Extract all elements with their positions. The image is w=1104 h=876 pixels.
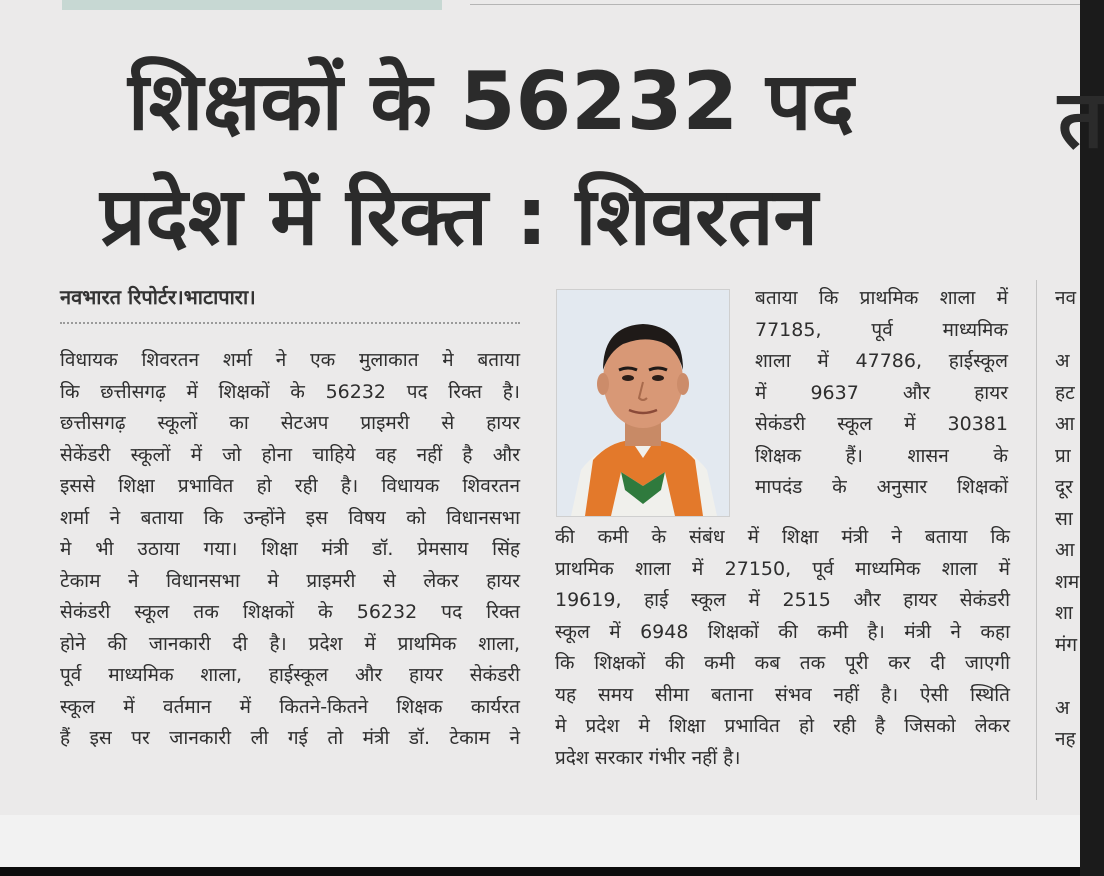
- dotted-divider: [60, 322, 520, 324]
- adjacent-article-fragment: [1055, 283, 1085, 756]
- text-line: मे प्रदेश मे शिक्षा प्रभावित हो रही है जिसको लेकर: [555, 715, 1010, 737]
- text-line: शा: [1055, 602, 1073, 624]
- text-line: 77185, पूर्व माध्यमिक: [755, 318, 1008, 341]
- text-line: में 9637 और हायर: [755, 381, 1008, 404]
- text-line: कि शिक्षकों की कमी कब तक पूरी कर दी जाएगी: [555, 652, 1010, 674]
- text-line: [1055, 315, 1085, 347]
- text-line: आ: [1055, 539, 1075, 561]
- text-line: मापदंड के अनुसार शिक्षकों: [755, 476, 1008, 498]
- text-line: दूर: [1055, 476, 1073, 498]
- article-column-1: [60, 345, 520, 755]
- article-column-2-top: [755, 283, 1008, 504]
- text-line: यह समय सीमा बताना संभव नहीं है। ऐसी स्थिति: [555, 683, 1010, 706]
- text-line: स्कूल में वर्तमान में कितने-कितने शिक्षक कार्यरत: [60, 695, 520, 718]
- text-line: 19619, हाई स्कूल में 2515 और हायर सेकंडरी: [555, 589, 1010, 611]
- headline-line-2: प्रदेश में रिक्त : शिवरतन: [100, 170, 818, 263]
- column-divider: [1036, 280, 1037, 800]
- text-line: हट: [1055, 381, 1075, 404]
- text-line: होने की जानकारी दी है। प्रदेश में प्राथमिक शाला,: [60, 632, 520, 655]
- article-column-2-bottom: [555, 522, 1010, 774]
- text-line: छत्तीसगढ़ स्कूलों का सेटअप प्राइमरी से हायर: [60, 412, 520, 434]
- text-line: आ: [1055, 413, 1075, 435]
- text-line: बताया कि प्राथमिक शाला में: [755, 287, 1008, 309]
- text-line: हैं इस पर जानकारी ली गई तो मंत्री डॉ. टेकाम ने: [60, 727, 520, 749]
- headline-line-1: शिक्षकों के 56232 पद: [128, 55, 854, 148]
- bottom-margin: [0, 815, 1080, 867]
- text-line: प्रा: [1055, 444, 1071, 467]
- text-line: शिक्षक हैं। शासन के: [755, 444, 1008, 467]
- text-line: स्कूल में 6948 शिक्षकों की कमी है। मंत्री ने कहा: [555, 620, 1010, 643]
- text-line: अ: [1055, 350, 1070, 372]
- text-line: सेकंडरी स्कूल तक शिक्षकों के 56232 पद रिक्त: [60, 601, 520, 623]
- top-rule: [470, 4, 1080, 5]
- byline: नवभारत रिपोर्टर।भाटापारा।: [60, 285, 256, 309]
- portrait-photo: [556, 289, 730, 517]
- header-tab-strip: [62, 0, 442, 10]
- text-line: सा: [1055, 507, 1073, 530]
- text-line: विधायक शिवरतन शर्मा ने एक मुलाकात मे बताया: [60, 349, 520, 371]
- text-line: कि छत्तीसगढ़ में शिक्षकों के 56232 पद रिक्त है।: [60, 380, 520, 403]
- text-line: पूर्व माध्यमिक शाला, हाईस्कूल और हायर सेकंडरी: [60, 664, 520, 686]
- text-line: सेकेंडरी स्कूलों में जो होना चाहिये वह नहीं है और: [60, 443, 520, 466]
- text-line: मंग: [1055, 633, 1078, 656]
- text-line: मे भी उठाया गया। शिक्षा मंत्री डॉ. प्रेमसाय सिंह: [60, 538, 520, 560]
- text-line: प्राथमिक शाला में 27150, पूर्व माध्यमिक शाला में: [555, 557, 1010, 580]
- text-line: शर्मा ने बताया कि उन्होंने इस विषय को विधानसभा: [60, 506, 520, 529]
- adjacent-headline-fragment: त: [1058, 73, 1104, 166]
- text-line: इससे शिक्षा प्रभावित हो रही है। विधायक शिवरतन: [60, 475, 520, 497]
- text-line: सेकंडरी स्कूल में 30381: [755, 413, 1008, 435]
- text-line: [1055, 661, 1085, 693]
- text-line: प्रदेश सरकार गंभीर नहीं है।: [555, 746, 741, 769]
- text-line: शाला में 47786, हाईस्कूल: [755, 350, 1008, 372]
- text-line: की कमी के संबंध में शिक्षा मंत्री ने बताया कि: [555, 526, 1010, 548]
- text-line: नव: [1055, 287, 1077, 309]
- bottom-edge: [0, 867, 1080, 876]
- text-line: अ: [1055, 696, 1070, 719]
- text-line: नह: [1055, 728, 1076, 750]
- text-line: शम: [1055, 570, 1080, 593]
- text-line: टेकाम ने विधानसभा मे प्राइमरी से लेकर हायर: [60, 569, 520, 592]
